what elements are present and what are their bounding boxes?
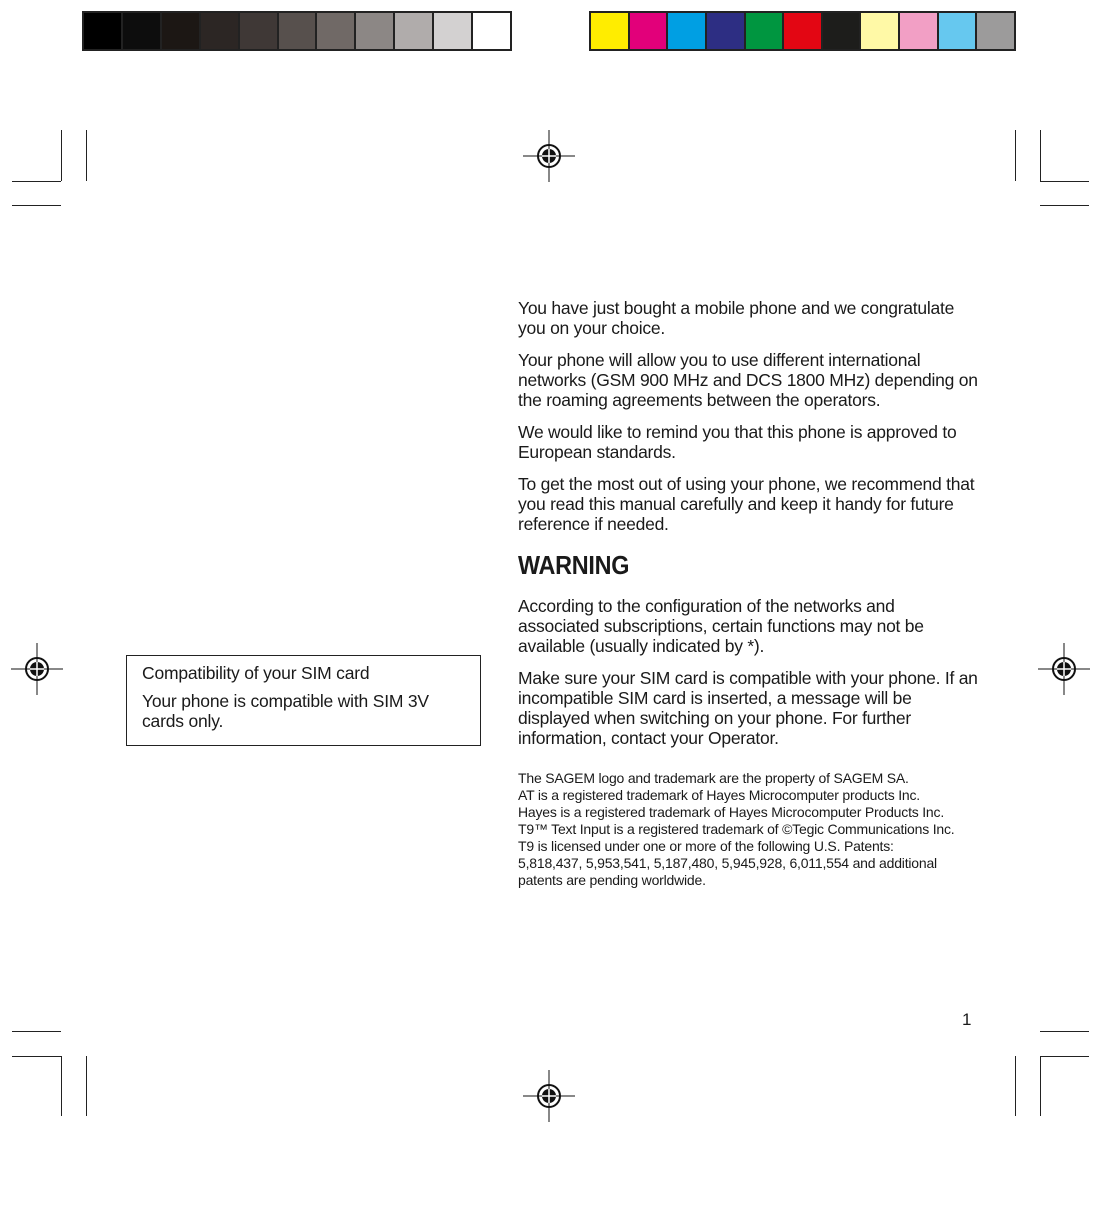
crop-mark — [1040, 130, 1041, 181]
legal-line: T9™ Text Input is a registered trademark of ©Tegic Communications Inc. — [518, 821, 955, 837]
gray-swatch — [123, 13, 162, 49]
note-title: Compatibility of your SIM card — [142, 663, 370, 683]
color-swatch — [977, 13, 1014, 49]
color-swatch — [707, 13, 746, 49]
intro-paragraph: We would like to remind you that this phone is approved to European standards. — [518, 422, 957, 462]
warning-paragraph: According to the configuration of the networks and associated subscriptions, certain functions may not be available (usually indicated by *). — [518, 596, 924, 656]
color-swatch — [746, 13, 785, 49]
gray-swatch — [395, 13, 434, 49]
gray-swatch — [356, 13, 395, 49]
gray-swatch — [434, 13, 473, 49]
crop-mark — [1040, 205, 1089, 206]
gray-swatch — [162, 13, 201, 49]
crop-mark — [1040, 1056, 1041, 1116]
crop-mark — [86, 1056, 87, 1116]
warning-heading: WARNING — [518, 550, 630, 580]
color-swatch — [823, 13, 862, 49]
crop-mark — [86, 130, 87, 181]
legal-line: The SAGEM logo and trademark are the property of SAGEM SA. — [518, 770, 909, 786]
gray-swatch — [240, 13, 279, 49]
color-swatch — [784, 13, 823, 49]
intro-paragraph: You have just bought a mobile phone and we congratulate you on your choice. — [518, 298, 955, 338]
registration-target-icon — [523, 1070, 575, 1122]
crop-mark — [61, 1056, 62, 1116]
gray-swatch — [84, 13, 123, 49]
color-swatch — [900, 13, 939, 49]
warning-paragraph: Make sure your SIM card is compatible with your phone. If an incompatible SIM card is inserted, a message will be displayed when switching on your phone. For further information, contact your Operator. — [518, 668, 978, 748]
registration-target-icon — [11, 643, 63, 695]
registration-target-icon — [523, 130, 575, 182]
intro-paragraph: Your phone will allow you to use different international networks (GSM 900 MHz and DCS 1800 MHz) depending on the roaming agreements between the operators. — [518, 350, 978, 410]
legal-line: Hayes is a registered trademark of Hayes Microcomputer Products Inc. — [518, 804, 945, 820]
page-number: 1 — [962, 1010, 972, 1029]
gray-swatch — [279, 13, 318, 49]
legal-notice — [518, 770, 958, 889]
crop-mark — [1015, 130, 1016, 181]
color-swatch — [939, 13, 978, 49]
note-text: Your phone is compatible with SIM 3V cards only. — [142, 691, 429, 731]
crop-mark — [12, 1056, 61, 1057]
gray-swatch — [317, 13, 356, 49]
crop-mark — [12, 1031, 61, 1032]
crop-mark — [1040, 1056, 1089, 1057]
crop-mark — [1040, 1031, 1089, 1032]
crop-mark — [1040, 181, 1089, 182]
grayscale-calibration-bar — [82, 11, 512, 51]
crop-mark — [61, 130, 62, 181]
color-swatch — [630, 13, 669, 49]
main-text-column — [518, 298, 978, 889]
color-calibration-bar — [589, 11, 1016, 51]
registration-target-icon — [1038, 643, 1090, 695]
color-swatch — [861, 13, 900, 49]
gray-swatch — [473, 13, 510, 49]
color-swatch — [668, 13, 707, 49]
intro-paragraph: To get the most out of using your phone, we recommend that you read this manual carefully and keep it handy for future reference if needed. — [518, 474, 975, 534]
crop-mark — [1015, 1056, 1016, 1116]
sim-compatibility-note — [126, 655, 481, 746]
gray-swatch — [201, 13, 240, 49]
crop-mark — [12, 205, 61, 206]
legal-line: T9 is licensed under one or more of the following U.S. Patents: 5,818,437, 5,953,541, 5,187,480, 5,945,928, 6,011,554 and additional patents are pending worldwide. — [518, 838, 937, 888]
legal-line: AT is a registered trademark of Hayes Microcomputer products Inc. — [518, 787, 920, 803]
color-swatch — [591, 13, 630, 49]
crop-mark — [12, 181, 61, 182]
